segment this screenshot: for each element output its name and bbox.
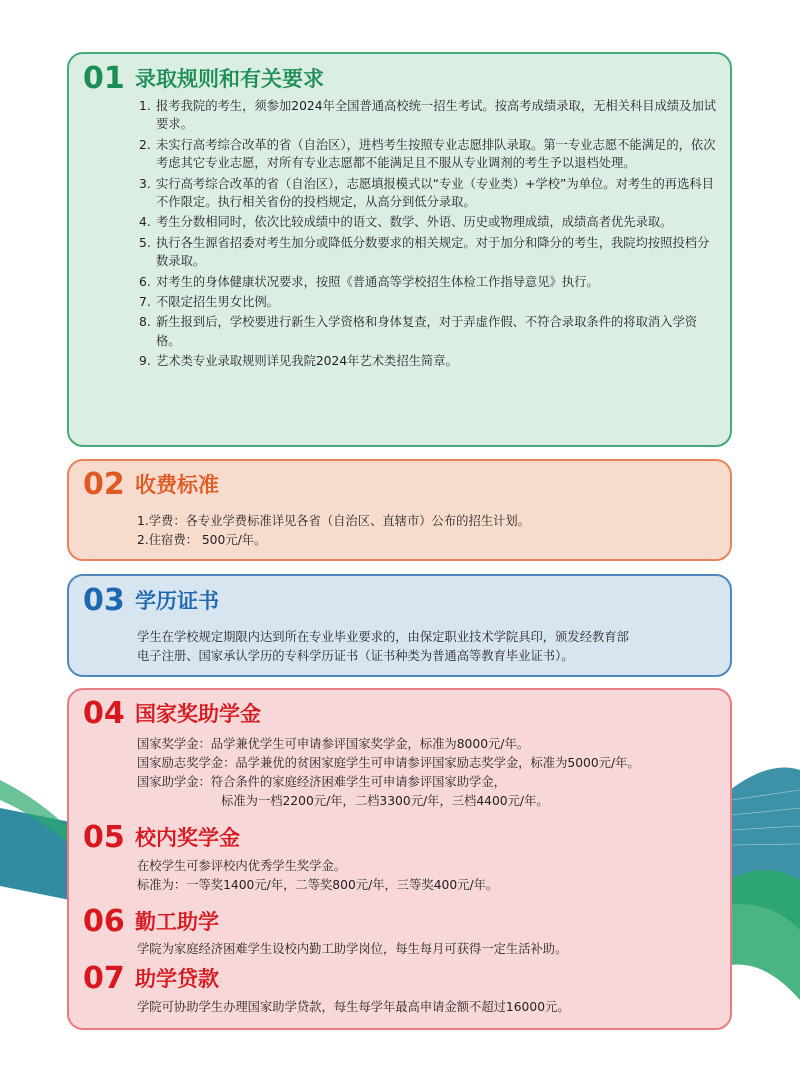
admission-rules-card	[67, 52, 732, 447]
section-title: 助学贷款	[135, 967, 219, 991]
list-item: 3. 实行高考综合改革的省（自治区），志愿填报模式以“专业（专业类）+学校”为单位。对考生的再选科目不作限定。执行相关省份的投档规定，从高分到低分录取。	[139, 176, 714, 210]
diploma-text: 学生在学校规定期限内达到所在专业毕业要求的，由保定职业技术学院具印，颁发经教育部 电子注册、国家承认学历的专科学历证书（证书种类为普通高等教育毕业证书）。	[137, 630, 629, 663]
list-item: 4. 考生分数相同时，依次比较成绩中的语文、数学、外语、历史或物理成绩，成绩高者优先录取。	[139, 215, 673, 230]
work-study-text: 学院为家庭经济困难学生设校内勤工助学岗位，每生每月可获得一定生活补助。	[137, 942, 568, 956]
list-item: 1. 报考我院的考生，须参加2024年全国普通高校统一招生考试。按高考成绩录取，无相关科目成绩及加试要求。	[139, 99, 717, 132]
list-item: 5. 执行各生源省招委对考生加分或降低分数要求的相关规定。对于加分和降分的考生，我院均按照投档分数录取。	[139, 235, 710, 269]
section-number: 02	[83, 467, 125, 502]
section-title: 国家奖助学金	[135, 702, 261, 726]
student-loan-text: 学院可协助学生办理国家助学贷款，每生每学年最高申请金额不超过16000元。	[137, 1000, 570, 1014]
section-number: 03	[83, 583, 125, 618]
list-item: 9. 艺术类专业录取规则详见我院2024年艺术类招生简章。	[139, 354, 458, 369]
list-item: 8. 新生报到后，学校要进行新生入学资格和身体复查，对于弄虚作假、不符合录取条件的将取消入学资格。	[139, 315, 698, 348]
diploma-card	[67, 574, 732, 677]
list-item: 6. 对考生的身体健康状况要求，按照《普通高等学校招生体检工作指导意见》执行。	[139, 274, 599, 289]
section-number: 01	[83, 61, 125, 96]
section-title: 勤工助学	[135, 910, 219, 934]
list-item: 7. 不限定招生男女比例。	[139, 295, 279, 310]
school-scholarship-text: 在校学生可参评校内优秀学生奖学金。 标准为：一等奖1400元/年，二等奖800元/年，三等奖400元/年。	[137, 859, 499, 892]
section-title: 收费标准	[135, 473, 219, 497]
fees-text: 1.学费：各专业学费标准详见各省（自治区、直辖市）公布的招生计划。 2.住宿费： 500元/年。	[137, 514, 530, 547]
national-scholarship-text: 国家奖学金：品学兼优学生可申请参评国家奖学金，标准为8000元/年。 国家励志奖学金：品学兼优的贫困家庭学生可申请参评国家励志奖学金，标准为5000元/年。 国家助学金：符合条件的家庭经济困难学生可申请参评国家助学金， 标准为一档2200元/年，二档3300元/年，三档4400元/年。	[137, 737, 640, 808]
list-item: 2. 未实行高考综合改革的省（自治区），进档考生按照专业志愿排队录取。第一专业志愿不能满足的，依次考虑其它专业志愿，对所有专业志愿都不能满足且不服从专业调剂的考生予以退档处理。	[139, 137, 716, 171]
section-number: 05	[83, 820, 125, 855]
rules-list	[139, 97, 718, 373]
section-number: 04	[83, 696, 125, 731]
section-title: 学历证书	[135, 589, 219, 613]
section-title: 录取规则和有关要求	[135, 67, 324, 91]
section-number: 06	[83, 904, 125, 939]
section-title: 校内奖学金	[135, 826, 240, 850]
fees-card	[67, 459, 732, 561]
financial-aid-card	[67, 688, 732, 1030]
section-number: 07	[83, 961, 125, 996]
